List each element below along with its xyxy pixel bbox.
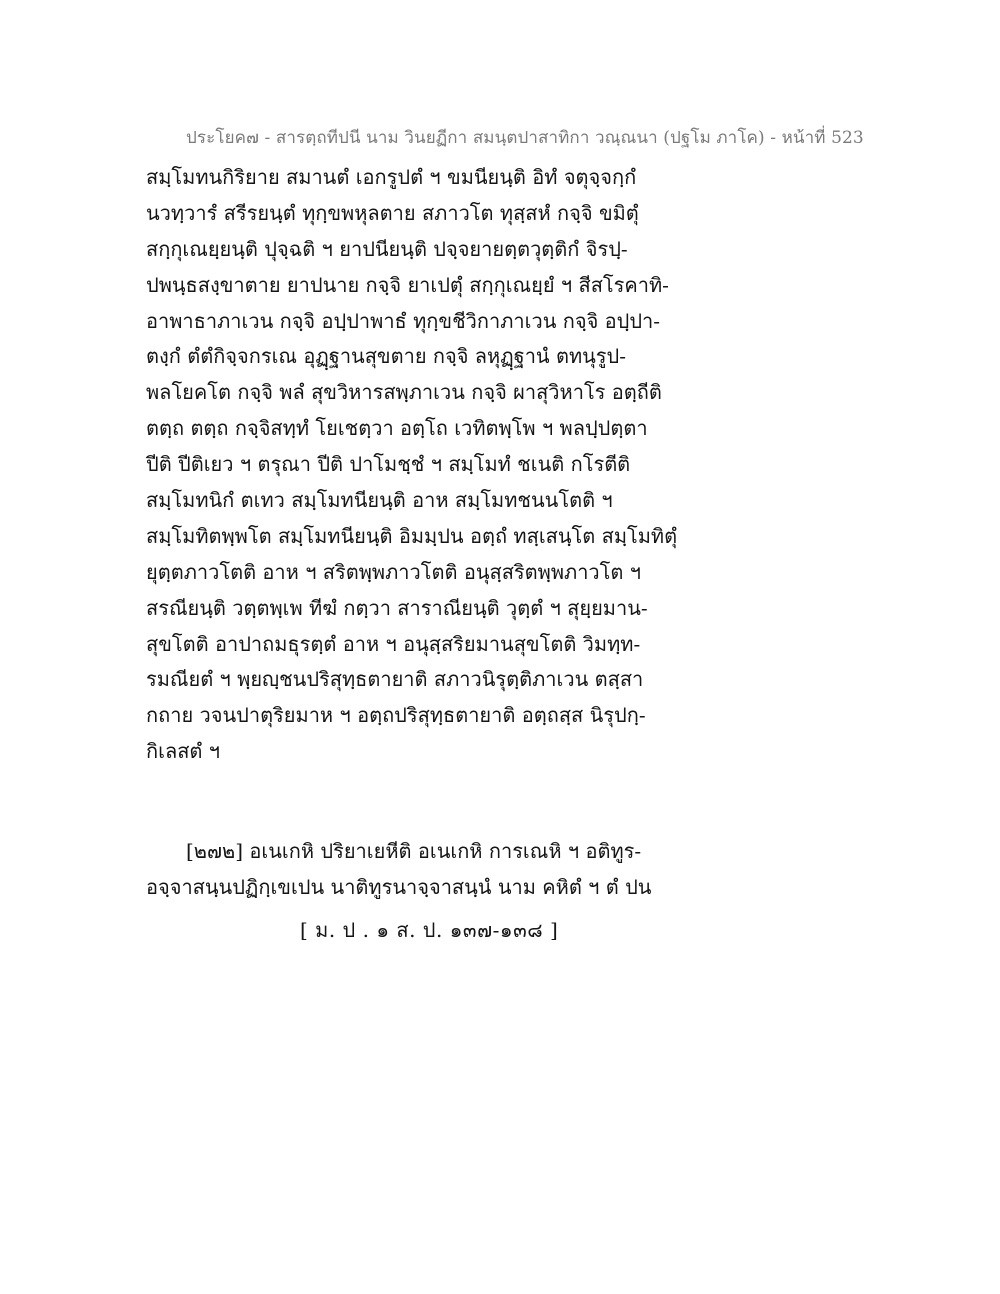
text-line: สมฺโมทนกิริยาย สมานตํ เอกรูปตํ ฯ ขมนียนฺติ อิทํ จตุจฺจกฺกํ [146,165,637,189]
paragraph-2 [146,834,846,906]
text-line: สรณียนฺติ วตฺตพฺเพ ทีฆํ กตฺวา สาราณียนฺติ วุตฺตํ ฯ สุยฺยมาน- [146,595,648,620]
text-line: ยุตฺตภาวโตติ อาห ฯ สริตพฺพภาวโตติ อนุสฺสริตพฺพภาวโต ฯ [146,559,641,584]
text-line: กิเลสตํ ฯ [146,739,220,764]
reference-note: [ ม. ป . ๑ ส. ป. ๑๓๗-๑๓๘ ] [300,918,559,942]
text-line: ปีติ ปีติเยว ฯ ตรุณา ปีติ ปาโมชฺชํ ฯ สมฺโมทํ ชเนติ กโรตีติ [146,452,631,477]
text-line: สุขโตติ อาปาถมธุรตฺตํ อาห ฯ อนุสฺสริยมานสุขโตติ วิมทฺท- [146,631,641,656]
text-line: นวทฺวารํ สรีรยนฺตํ ทุกฺขพหุลตาย สภาวโต ทุสฺสหํ กจฺจิ ขมิตุํ [146,200,639,225]
text-line: พลโยคโต กจฺจิ พลํ สุขวิหารสพฺภาเวน กจฺจิ ผาสุวิหาโร อตฺถีติ [146,380,662,405]
page-header: ประโยค๗ - สารตฺถทีปนี นาม วินยฏีกา สมนฺตปาสาทิกา วณฺณนา (ปฐโม ภาโค) - หน้าที่ 523 [186,128,864,148]
text-line: รมณียตํ ฯ พฺยญฺชนปริสุทฺธตายาติ สภาวนิรุตฺติภาเวน ตสฺสา [146,667,644,692]
text-line: สมฺโมทิตพฺพโต สมฺโมทนียนฺติ อิมมฺปน อตฺถํ ทสฺเสนฺโต สมฺโมทิตุํ [146,523,678,548]
text-line: ตตฺถ ตตฺถ กจฺจิสทฺทํ โยเชตฺวา อตฺโถ เวทิตพฺโพ ฯ พลปฺปตฺตา [146,416,648,441]
text-line: [๒๗๒] อเนเกหิ ปริยาเยหีติ อเนเกหิ การเณหิ ฯ อติทูร- [186,839,642,863]
text-line: สกฺกุเณยฺยนฺติ ปุจฺฉติ ฯ ยาปนียนฺติ ปจฺจยายตฺตวุตฺติกํ จิรปฺ- [146,236,628,261]
text-line: อจฺจาสนฺนปฏิกฺเขเปน นาติทูรนาจฺจาสนฺนํ นาม คหิตํ ฯ ตํ ปน [146,874,652,899]
text-line: กถาย วจนปาตุริยมาห ฯ อตฺถปริสุทฺธตายาติ อตฺถสฺส นิรุปกฺ- [146,703,646,728]
text-line: ปพนฺธสงฺขาตาย ยาปนาย กจฺจิ ยาเปตุํ สกฺกุเณยฺยํ ฯ สีสโรคาทิ- [146,272,669,297]
text-line: ตงฺกํ ตํตํกิจฺจกรเณ อุฏฺฐานสุขตาย กจฺจิ ลหุฏฺฐานํ ตทนุรูป- [146,344,626,369]
paragraph-1 [146,160,846,770]
text-line: อาพาธาภาเวน กจฺจิ อปฺปาพาธํ ทุกฺขชีวิกาภาเวน กจฺจิ อปฺปา- [146,308,661,333]
text-line: สมฺโมทนิกํ ตเทว สมฺโมทนียนฺติ อาห สมฺโมทชนนโตติ ฯ [146,488,613,513]
